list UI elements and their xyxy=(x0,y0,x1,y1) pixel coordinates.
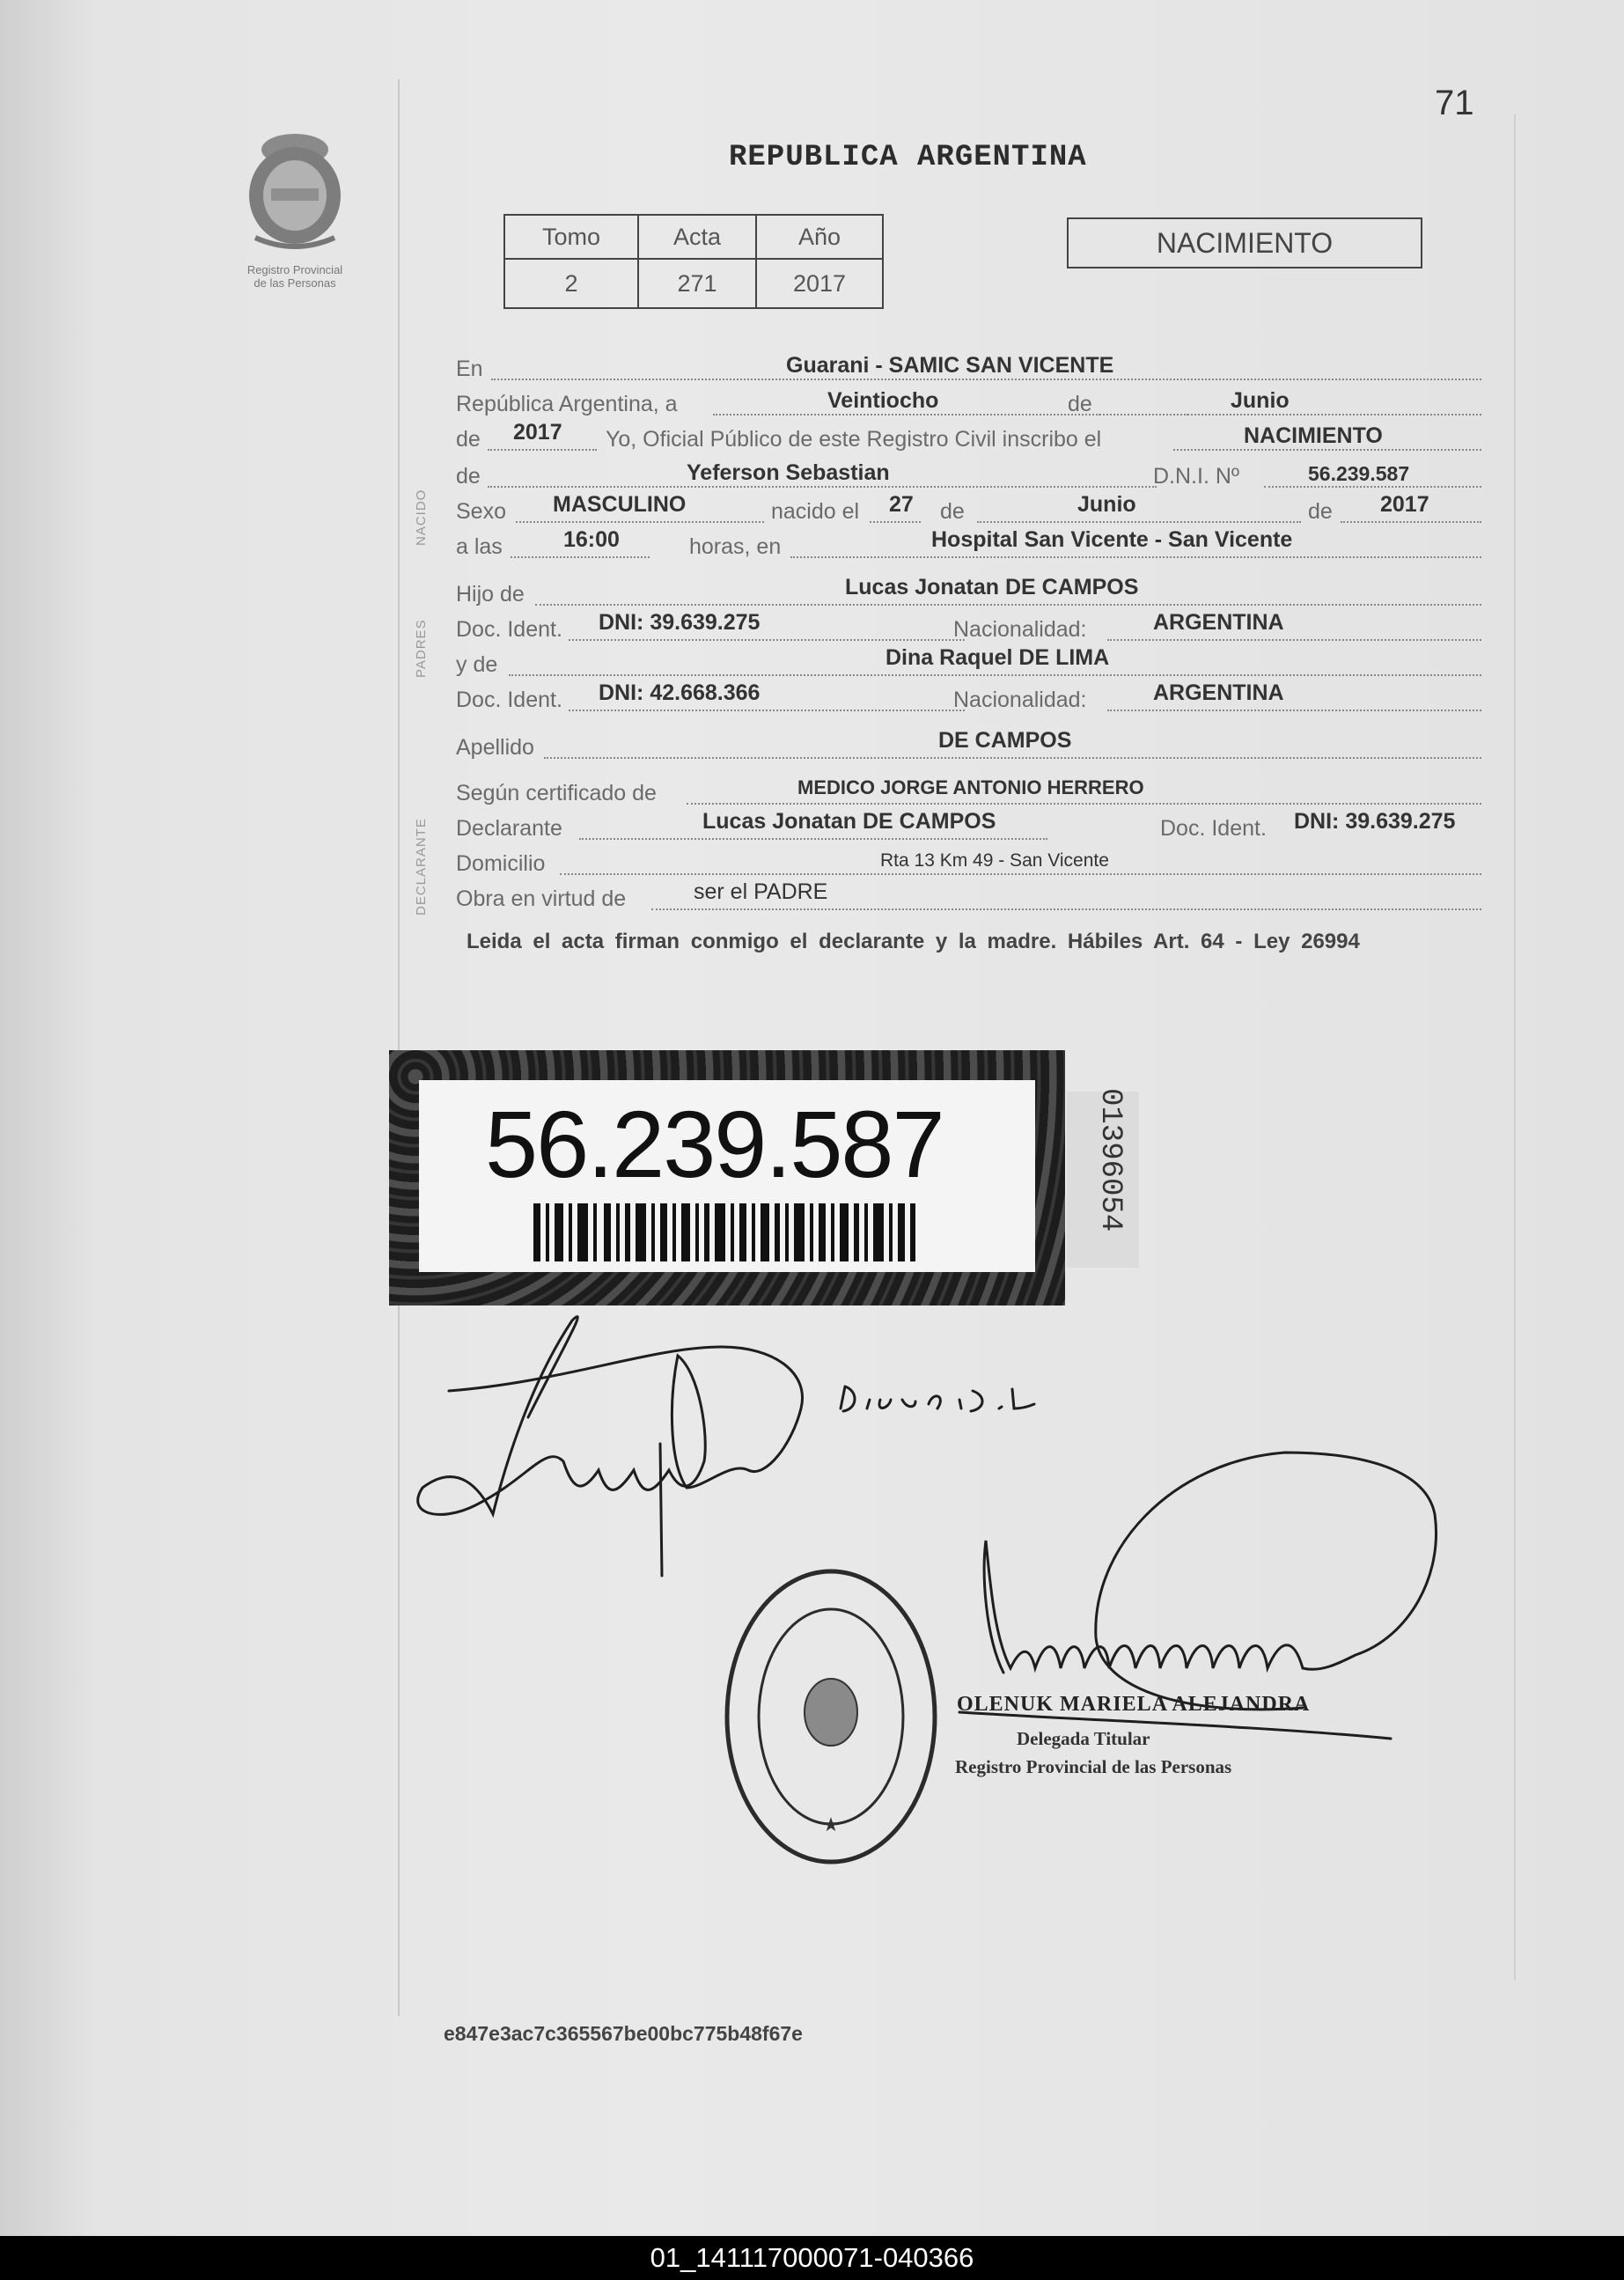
label-horas-en: horas, en xyxy=(689,534,782,559)
value-padre: Lucas Jonatan DE CAMPOS xyxy=(845,575,1139,599)
official-name: OLENUK MARIELA ALEJANDRA xyxy=(957,1693,1311,1716)
row-padre-doc xyxy=(456,611,1481,643)
row-hora-lugar xyxy=(456,528,1481,560)
value-sexo: MASCULINO xyxy=(553,492,687,517)
label-yo-oficial: Yo, Oficial Público de este Registro Civil inscribo el xyxy=(606,427,1102,452)
value-anio-inscripcion: 2017 xyxy=(513,420,562,445)
row-nombre xyxy=(456,458,1481,489)
value-madre-doc: DNI: 42.668.366 xyxy=(599,680,761,705)
label-doc-ident-3: Doc. Ident. xyxy=(1160,816,1267,841)
label-de-4: de xyxy=(940,499,965,524)
label-a-las: a las xyxy=(456,534,503,559)
footer-id: 01_141117000071-040366 xyxy=(650,2242,974,2273)
label-declarante: Declarante xyxy=(456,816,562,841)
value-nombre: Yeferson Sebastian xyxy=(687,460,890,485)
value-lugar: Guarani - SAMIC SAN VICENTE xyxy=(786,353,1114,378)
row-sexo-nacimiento xyxy=(456,493,1481,525)
value-mes-inscripcion: Junio xyxy=(1231,388,1290,413)
value-certificado: MEDICO JORGE ANTONIO HERRERO xyxy=(797,776,1144,798)
value-declarante-doc: DNI: 39.639.275 xyxy=(1294,809,1456,834)
register-value-row xyxy=(504,259,883,308)
barcode-icon xyxy=(533,1203,921,1261)
sticker-serial xyxy=(1067,1088,1139,1268)
value-dia-nacimiento: 27 xyxy=(889,492,914,517)
label-y-de: y de xyxy=(456,652,498,677)
label-en: En xyxy=(456,357,483,381)
label-sexo: Sexo xyxy=(456,499,506,524)
sticker-label xyxy=(419,1080,1035,1272)
row-madre-doc xyxy=(456,681,1481,713)
value-madre-nacionalidad: ARGENTINA xyxy=(1153,680,1284,705)
label-domicilio: Domicilio xyxy=(456,851,546,876)
register-value-acta: 271 xyxy=(638,259,756,308)
row-anio-inscripcion xyxy=(456,421,1481,452)
declarant-signature xyxy=(418,1317,803,1515)
dotted-fill xyxy=(1099,387,1481,416)
row-madre xyxy=(456,646,1481,678)
sticker-number: 56.239.587 xyxy=(485,1091,944,1197)
label-de: de xyxy=(1068,392,1092,416)
label-obra-en-virtud: Obra en virtud de xyxy=(456,886,627,911)
value-domicilio: Rta 13 Km 49 - San Vicente xyxy=(880,850,1109,871)
svg-text:★: ★ xyxy=(822,1813,840,1835)
record-type-box: NACIMIENTO xyxy=(1067,217,1422,268)
label-nacido-el: nacido el xyxy=(771,499,860,524)
label-doc-ident-2: Doc. Ident. xyxy=(456,688,562,712)
register-value-tomo: 2 xyxy=(504,259,638,308)
row-fecha-inscripcion xyxy=(456,386,1481,417)
declarant-signature-stroke xyxy=(660,1444,662,1576)
label-apellido: Apellido xyxy=(456,735,534,760)
crest-emblem xyxy=(216,123,374,317)
value-apellido: DE CAMPOS xyxy=(938,728,1072,753)
label-nacionalidad-2: Nacionalidad: xyxy=(953,688,1087,712)
dotted-fill xyxy=(977,495,1301,523)
label-de-3: de xyxy=(456,464,481,489)
label-republica: República Argentina, a xyxy=(456,392,678,416)
value-padre-doc: DNI: 39.639.275 xyxy=(599,610,761,635)
right-margin-line xyxy=(1514,114,1516,1981)
row-domicilio xyxy=(456,845,1481,877)
mother-signature-initials xyxy=(841,1386,1034,1411)
label-dni: D.N.I. Nº xyxy=(1153,464,1240,489)
sticker-serial-text: 01396054 xyxy=(1093,1088,1127,1232)
label-segun-certificado: Según certificado de xyxy=(456,781,657,805)
document-title: REPUBLICA ARGENTINA xyxy=(729,141,1087,174)
value-en-virtud: ser el PADRE xyxy=(694,879,828,904)
value-anio-nacimiento: 2017 xyxy=(1380,492,1429,517)
section-label-padres: PADRES xyxy=(414,619,429,678)
value-hora: 16:00 xyxy=(563,527,620,552)
crest-caption xyxy=(216,263,374,290)
official-signature xyxy=(984,1453,1436,1710)
page-number: 71 xyxy=(1435,84,1474,122)
row-apellido xyxy=(456,729,1481,761)
document-hash: e847e3ac7c365567be00bc775b48f67e xyxy=(444,2022,803,2045)
footer-bar xyxy=(0,2236,1624,2280)
register-header-tomo: Tomo xyxy=(504,215,638,259)
register-header-row xyxy=(504,215,883,259)
margin-line xyxy=(398,79,400,2016)
value-lugar-nacimiento: Hospital San Vicente - San Vicente xyxy=(931,527,1293,552)
crest-icon xyxy=(238,123,352,255)
seal-icon xyxy=(722,1567,940,1866)
label-hijo-de: Hijo de xyxy=(456,582,525,607)
row-padre xyxy=(456,576,1481,607)
value-dni: 56.239.587 xyxy=(1308,462,1410,485)
row-lugar xyxy=(456,350,1481,382)
official-stamp xyxy=(722,1567,940,1866)
label-doc-ident: Doc. Ident. xyxy=(456,617,562,642)
official-title: Delegada Titular xyxy=(1017,1728,1150,1749)
row-certificado xyxy=(456,775,1481,806)
value-madre: Dina Raquel DE LIMA xyxy=(885,645,1110,670)
row-en-virtud xyxy=(456,880,1481,912)
value-mes-nacimiento: Junio xyxy=(1077,492,1136,517)
dni-sticker xyxy=(389,1050,1065,1305)
value-tipo: NACIMIENTO xyxy=(1244,423,1383,448)
official-organization: Registro Provincial de las Personas xyxy=(955,1756,1232,1777)
register-header-acta: Acta xyxy=(638,215,756,259)
crest-caption-line-2: de las Personas xyxy=(254,276,336,290)
row-declarante xyxy=(456,810,1481,842)
value-padre-nacionalidad: ARGENTINA xyxy=(1153,610,1284,635)
register-value-anio: 2017 xyxy=(756,259,883,308)
section-label-declarante: DECLARANTE xyxy=(414,818,429,916)
closing-text: Leida el acta firman conmigo el declarante y la madre. Hábiles Art. 64 - Ley 26994 xyxy=(467,930,1360,953)
value-dia-inscripcion: Veintiocho xyxy=(827,388,939,413)
label-de-2: de xyxy=(456,427,481,452)
register-header-anio: Año xyxy=(756,215,883,259)
label-nacionalidad: Nacionalidad: xyxy=(953,617,1087,642)
section-label-nacido: NACIDO xyxy=(414,489,429,546)
register-table xyxy=(503,214,884,309)
value-declarante: Lucas Jonatan DE CAMPOS xyxy=(702,809,996,834)
crest-caption-line-1: Registro Provincial xyxy=(246,263,343,276)
label-de-5: de xyxy=(1308,499,1333,524)
